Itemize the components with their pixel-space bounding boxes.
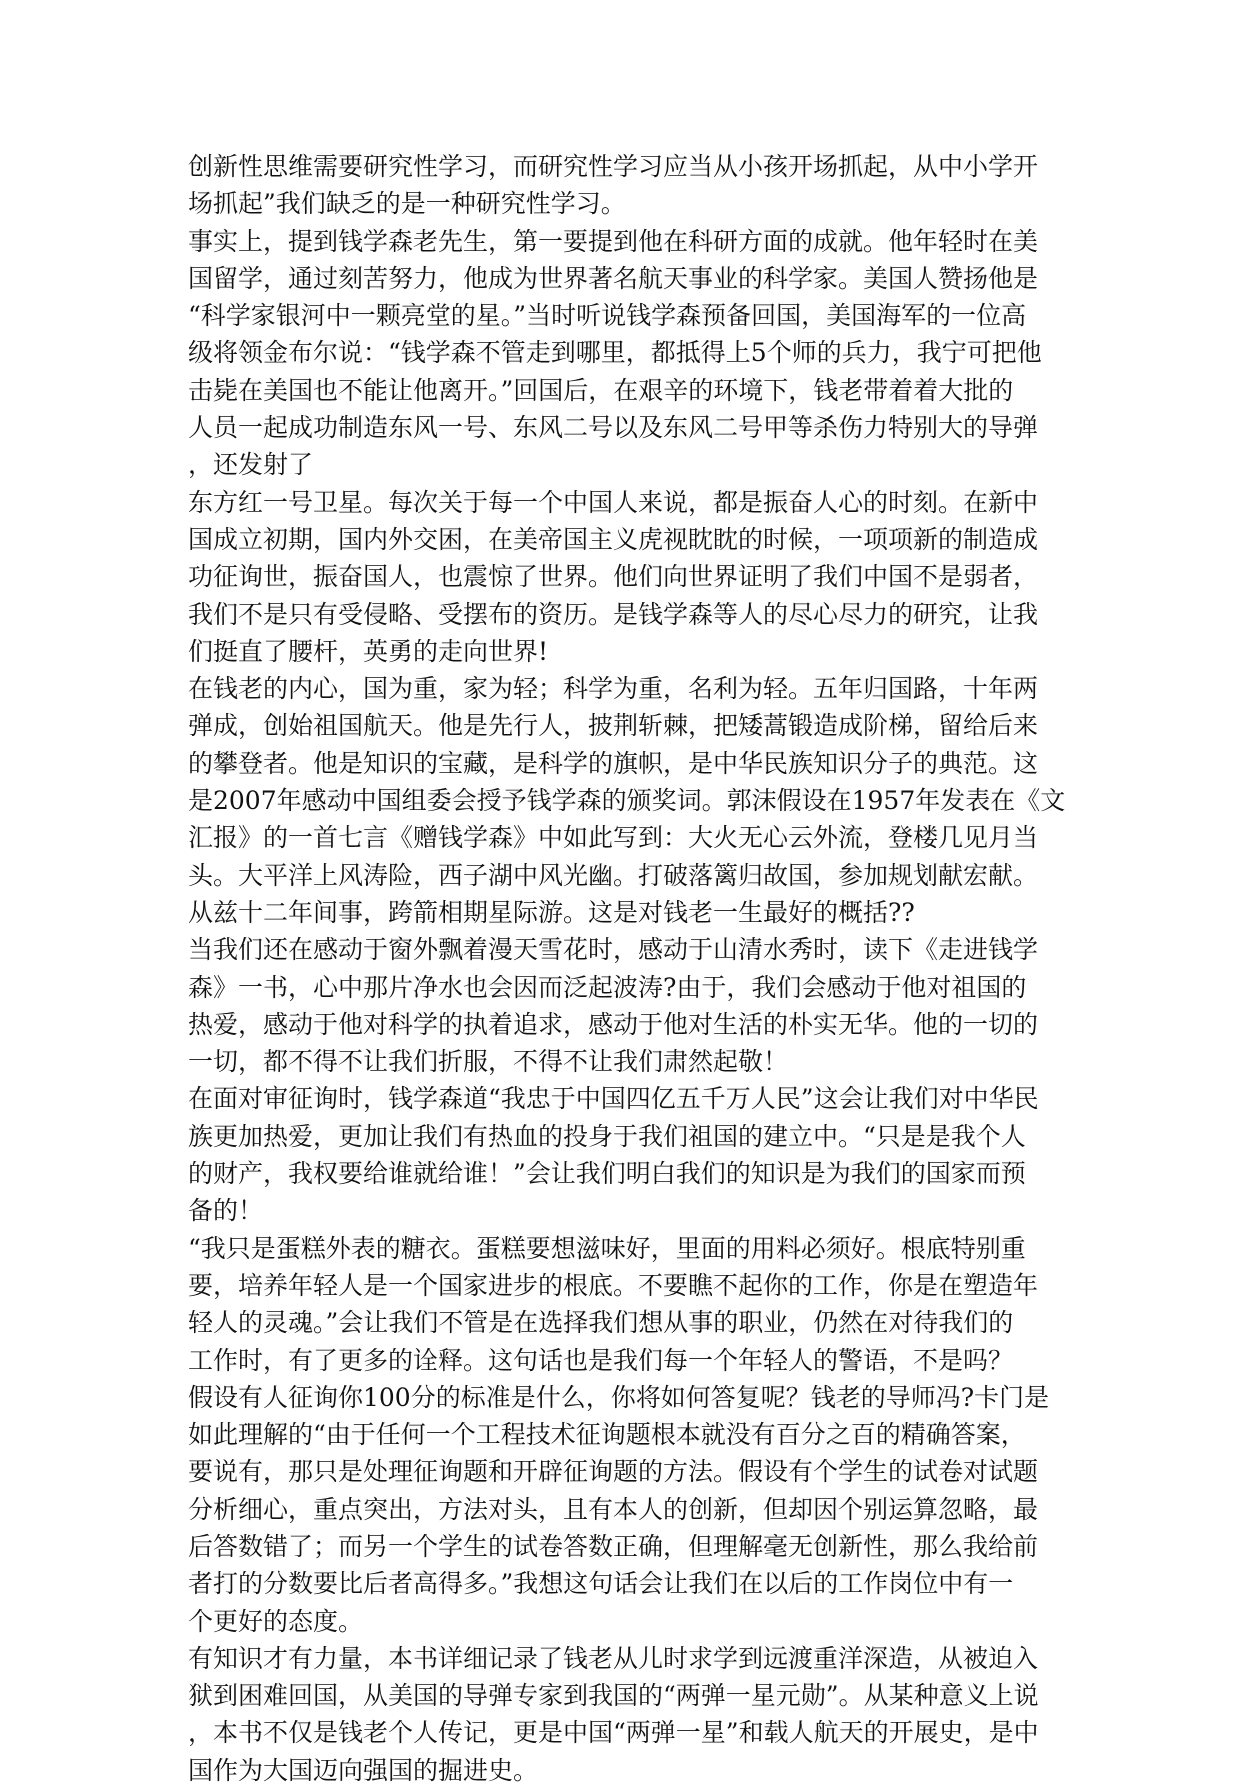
text-line: 汇报》的一首七言《赠钱学森》中如此写到：大火无心云外流，登楼几见月当: [188, 823, 1039, 853]
text-line: 我们不是只有受侵略、受摆布的资历。是钱学森等人的尽心尽力的研究，让我: [188, 599, 1039, 629]
text-line: 轻人的灵魂。”会让我们不管是在选择我们想从事的职业，仍然在对待我们的: [188, 1308, 1014, 1338]
text-line: 要说有，那只是处理征询题和开辟征询题的方法。假设有个学生的试卷对试题: [188, 1457, 1039, 1487]
text-line: 分析细心，重点突出，方法对头，且有本人的创新，但却因个别运算忽略，最: [188, 1494, 1039, 1524]
text-line: 有知识才有力量，本书详细记录了钱老从儿时求学到远渡重洋深造，从被迫入: [188, 1643, 1039, 1673]
text-line: 事实上，提到钱学森老先生，第一要提到他在科研方面的成就。他年轻时在美: [188, 226, 1039, 256]
text-line: 当我们还在感动于窗外飘着漫天雪花时，感动于山清水秀时，读下《走进钱学: [188, 935, 1039, 965]
text-line: 在面对审征询时，钱学森道“我忠于中国四亿五千万人民”这会让我们对中华民: [188, 1084, 1039, 1114]
text-line: ，本书不仅是钱老个人传记，更是中国“两弹一星”和载人航天的开展史，是中: [188, 1718, 1039, 1748]
text-line: 森》一书，心中那片净水也会因而泛起波涛?由于，我们会感动于他对祖国的: [188, 972, 1027, 1002]
text-line: 如此理解的“由于任何一个工程技术征询题根本就没有百分之百的精确答案，: [188, 1420, 1026, 1450]
text-line: 场抓起”我们缺乏的是一种研究性学习。: [188, 189, 626, 219]
text-line: 是2007年感动中国组委会授予钱学森的颁奖词。郭沫假设在1957年发表在《文: [188, 786, 1066, 816]
text-line: 的攀登者。他是知识的宝藏，是科学的旗帜，是中华民族知识分子的典范。这: [188, 748, 1039, 778]
text-line: 头。大平洋上风涛险，西子湖中风光幽。打破落篱归故国，参加规划献宏献。: [188, 860, 1039, 890]
text-line: 国作为大国迈向强国的掘进史。: [188, 1755, 539, 1785]
document-body: [188, 148, 1066, 1789]
text-line: “我只是蛋糕外表的糖衣。蛋糕要想滋味好，里面的用料必须好。根底特别重: [188, 1233, 1026, 1263]
text-line: 级将领金布尔说：“钱学森不管走到哪里，都抵得上5个师的兵力，我宁可把他: [188, 338, 1042, 368]
text-line: ，还发射了: [188, 450, 314, 480]
text-line: 国留学，通过刻苦努力，他成为世界著名航天事业的科学家。美国人赞扬他是: [188, 263, 1039, 293]
text-line: 创新性思维需要研究性学习，而研究性学习应当从小孩开场抓起，从中小学开: [188, 152, 1039, 181]
text-line: 要，培养年轻人是一个国家进步的根底。不要瞧不起你的工作，你是在塑造年: [188, 1270, 1039, 1300]
text-line: 狱到困难回国，从美国的导弹专家到我国的“两弹一星元勋”。从某种意义上说: [188, 1681, 1039, 1711]
text-line: 后答数错了；而另一个学生的试卷答数正确，但理解毫无创新性，那么我给前: [188, 1531, 1039, 1561]
text-line: 击毙在美国也不能让他离开。”回国后，在艰辛的环境下，钱老带着着大批的: [188, 375, 1014, 405]
text-line: 的财产，我权要给谁就给谁！”会让我们明白我们的知识是为我们的国家而预: [188, 1159, 1026, 1189]
text-line: “科学家银河中一颗亮堂的星。”当时听说钱学森预备回国，美国海军的一位高: [188, 301, 1027, 331]
text-line: 者打的分数要比后者高得多。”我想这句话会让我们在以后的工作岗位中有一: [188, 1569, 1014, 1599]
text-line: 弹成，创始祖国航天。他是先行人，披荆斩棘，把矮蒿锻造成阶梯，留给后来: [188, 711, 1039, 741]
text-line: 个更好的态度。: [188, 1606, 364, 1636]
text-line: 功征询世，振奋国人，也震惊了世界。他们向世界证明了我们中国不是弱者，: [188, 562, 1039, 592]
text-line: 假设有人征询你100分的标准是什么，你将如何答复呢？钱老的导师冯?卡门是: [188, 1382, 1050, 1412]
text-line: 人员一起成功制造东风一号、东风二号以及东风二号甲等杀伤力特别大的导弹: [188, 413, 1039, 443]
text-line: 东方红一号卫星。每次关于每一个中国人来说，都是振奋人心的时刻。在新中: [188, 487, 1039, 517]
text-line: 工作时，有了更多的诠释。这句话也是我们每一个年轻人的警语，不是吗？: [188, 1345, 1014, 1375]
text-line: 热爱，感动于他对科学的执着追求，感动于他对生活的朴实无华。他的一切的: [188, 1009, 1039, 1039]
text-line: 们挺直了腰杆，英勇的走向世界!: [188, 636, 549, 666]
text-line: 从兹十二年间事，跨箭相期星际游。这是对钱老一生最好的概括??: [188, 897, 915, 927]
text-line: 一切，都不得不让我们折服，不得不让我们肃然起敬！: [188, 1047, 789, 1077]
text-line: 备的！: [188, 1196, 264, 1226]
text-line: 国成立初期，国内外交困，在美帝国主义虎视眈眈的时候，一项项新的制造成: [188, 524, 1039, 554]
text-line: 族更加热爱，更加让我们有热血的投身于我们祖国的建立中。“只是是我个人: [188, 1121, 1026, 1151]
text-line: 在钱老的内心，国为重，家为轻；科学为重，名利为轻。五年归国路，十年两: [188, 674, 1039, 704]
